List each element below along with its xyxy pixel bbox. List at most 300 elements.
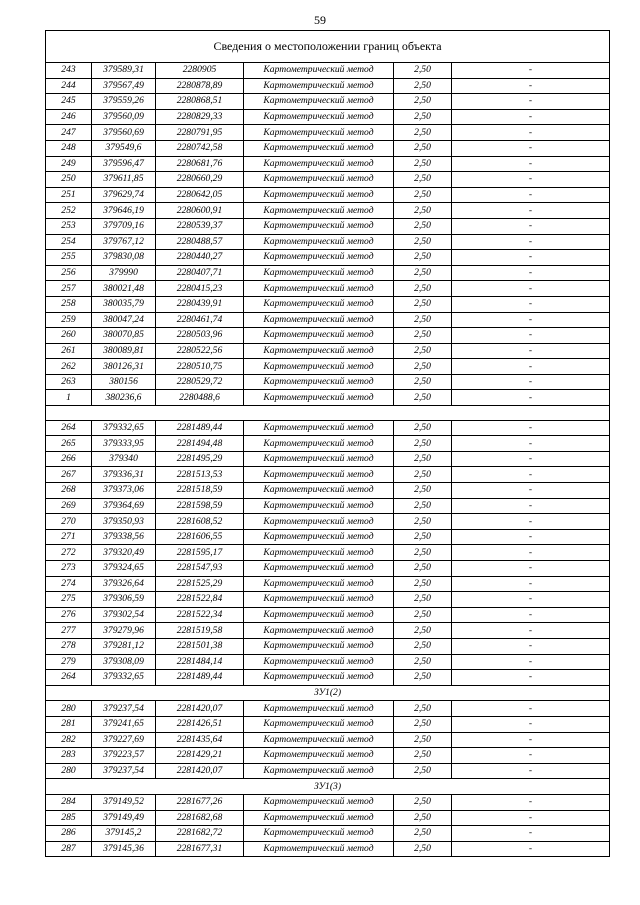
- table-row: [46, 328, 610, 344]
- table-row: [46, 156, 610, 172]
- x-coordinate-cell: 380089,81: [92, 343, 156, 359]
- method-cell: Картометрический метод: [244, 810, 394, 826]
- x-coordinate-cell: 379306,59: [92, 592, 156, 608]
- x-coordinate-cell: 379302,54: [92, 607, 156, 623]
- y-coordinate-cell: 2281525,29: [156, 576, 244, 592]
- point-number-cell: 246: [46, 109, 92, 125]
- x-coordinate-cell: 379241,65: [92, 716, 156, 732]
- point-number-cell: 264: [46, 670, 92, 686]
- method-cell: Картометрический метод: [244, 156, 394, 172]
- x-coordinate-cell: 379611,85: [92, 172, 156, 188]
- y-coordinate-cell: 2280742,58: [156, 140, 244, 156]
- table-row: [46, 140, 610, 156]
- method-cell: Картометрический метод: [244, 63, 394, 79]
- x-coordinate-cell: 379326,64: [92, 576, 156, 592]
- description-cell: -: [452, 250, 610, 266]
- description-cell: -: [452, 218, 610, 234]
- method-cell: Картометрический метод: [244, 529, 394, 545]
- y-coordinate-cell: 2280791,95: [156, 125, 244, 141]
- accuracy-cell: 2,50: [394, 390, 452, 406]
- point-number-cell: 280: [46, 701, 92, 717]
- point-number-cell: 252: [46, 203, 92, 219]
- section-header-row: [46, 779, 610, 795]
- method-cell: Картометрический метод: [244, 561, 394, 577]
- x-coordinate-cell: 379149,52: [92, 794, 156, 810]
- description-cell: -: [452, 576, 610, 592]
- table-row: [46, 529, 610, 545]
- point-number-cell: 268: [46, 483, 92, 499]
- accuracy-cell: 2,50: [394, 343, 452, 359]
- description-cell: -: [452, 265, 610, 281]
- y-coordinate-cell: 2281595,17: [156, 545, 244, 561]
- description-cell: -: [452, 140, 610, 156]
- accuracy-cell: 2,50: [394, 483, 452, 499]
- accuracy-cell: 2,50: [394, 328, 452, 344]
- x-coordinate-cell: 380236,6: [92, 390, 156, 406]
- method-cell: Картометрический метод: [244, 265, 394, 281]
- y-coordinate-cell: 2280522,56: [156, 343, 244, 359]
- accuracy-cell: 2,50: [394, 607, 452, 623]
- y-coordinate-cell: 2281484,14: [156, 654, 244, 670]
- y-coordinate-cell: 2281677,31: [156, 841, 244, 857]
- point-number-cell: 267: [46, 467, 92, 483]
- x-coordinate-cell: 380021,48: [92, 281, 156, 297]
- y-coordinate-cell: 2281606,55: [156, 529, 244, 545]
- method-cell: Картометрический метод: [244, 638, 394, 654]
- x-coordinate-cell: 379589,31: [92, 63, 156, 79]
- method-cell: Картометрический метод: [244, 281, 394, 297]
- description-cell: -: [452, 561, 610, 577]
- method-cell: Картометрический метод: [244, 390, 394, 406]
- x-coordinate-cell: 379332,65: [92, 670, 156, 686]
- accuracy-cell: 2,50: [394, 436, 452, 452]
- point-number-cell: 1: [46, 390, 92, 406]
- method-cell: Картометрический метод: [244, 218, 394, 234]
- table-row: [46, 716, 610, 732]
- description-cell: -: [452, 125, 610, 141]
- accuracy-cell: 2,50: [394, 638, 452, 654]
- method-cell: Картометрический метод: [244, 436, 394, 452]
- accuracy-cell: 2,50: [394, 794, 452, 810]
- point-number-cell: 264: [46, 420, 92, 436]
- y-coordinate-cell: 2281682,68: [156, 810, 244, 826]
- table-row: [46, 654, 610, 670]
- y-coordinate-cell: 2281522,34: [156, 607, 244, 623]
- y-coordinate-cell: 2280439,91: [156, 296, 244, 312]
- description-cell: -: [452, 716, 610, 732]
- description-cell: -: [452, 312, 610, 328]
- y-coordinate-cell: 2280461,74: [156, 312, 244, 328]
- accuracy-cell: 2,50: [394, 156, 452, 172]
- point-number-cell: 274: [46, 576, 92, 592]
- x-coordinate-cell: 379227,69: [92, 732, 156, 748]
- accuracy-cell: 2,50: [394, 203, 452, 219]
- method-cell: Картометрический метод: [244, 654, 394, 670]
- accuracy-cell: 2,50: [394, 109, 452, 125]
- y-coordinate-cell: 2280488,6: [156, 390, 244, 406]
- point-number-cell: 256: [46, 265, 92, 281]
- y-coordinate-cell: 2280539,37: [156, 218, 244, 234]
- accuracy-cell: 2,50: [394, 763, 452, 779]
- table-row: [46, 623, 610, 639]
- point-number-cell: 278: [46, 638, 92, 654]
- table-row: [46, 436, 610, 452]
- accuracy-cell: 2,50: [394, 78, 452, 94]
- table-row: [46, 545, 610, 561]
- x-coordinate-cell: 379560,09: [92, 109, 156, 125]
- point-number-cell: 255: [46, 250, 92, 266]
- y-coordinate-cell: 2280600,91: [156, 203, 244, 219]
- y-coordinate-cell: 2281547,93: [156, 561, 244, 577]
- method-cell: Картометрический метод: [244, 187, 394, 203]
- table-row: [46, 63, 610, 79]
- method-cell: Картометрический метод: [244, 576, 394, 592]
- description-cell: -: [452, 670, 610, 686]
- method-cell: Картометрический метод: [244, 296, 394, 312]
- y-coordinate-cell: 2281608,52: [156, 514, 244, 530]
- table-row: [46, 218, 610, 234]
- method-cell: Картометрический метод: [244, 234, 394, 250]
- separator-row: [46, 406, 610, 421]
- description-cell: -: [452, 281, 610, 297]
- method-cell: Картометрический метод: [244, 467, 394, 483]
- description-cell: -: [452, 529, 610, 545]
- description-cell: -: [452, 748, 610, 764]
- method-cell: Картометрический метод: [244, 514, 394, 530]
- x-coordinate-cell: 379145,36: [92, 841, 156, 857]
- accuracy-cell: 2,50: [394, 187, 452, 203]
- accuracy-cell: 2,50: [394, 250, 452, 266]
- method-cell: Картометрический метод: [244, 592, 394, 608]
- table-row: [46, 420, 610, 436]
- point-number-cell: 249: [46, 156, 92, 172]
- x-coordinate-cell: 379237,54: [92, 701, 156, 717]
- x-coordinate-cell: 380047,24: [92, 312, 156, 328]
- y-coordinate-cell: 2281494,48: [156, 436, 244, 452]
- table-row: [46, 748, 610, 764]
- method-cell: Картометрический метод: [244, 701, 394, 717]
- y-coordinate-cell: 2280868,51: [156, 94, 244, 110]
- description-cell: -: [452, 638, 610, 654]
- point-number-cell: 269: [46, 498, 92, 514]
- y-coordinate-cell: 2280510,75: [156, 359, 244, 375]
- table-row: [46, 281, 610, 297]
- point-number-cell: 285: [46, 810, 92, 826]
- method-cell: Картометрический метод: [244, 203, 394, 219]
- description-cell: -: [452, 234, 610, 250]
- y-coordinate-cell: 2281420,07: [156, 763, 244, 779]
- method-cell: Картометрический метод: [244, 109, 394, 125]
- point-number-cell: 244: [46, 78, 92, 94]
- description-cell: -: [452, 498, 610, 514]
- point-number-cell: 271: [46, 529, 92, 545]
- point-number-cell: 248: [46, 140, 92, 156]
- point-number-cell: 286: [46, 826, 92, 842]
- accuracy-cell: 2,50: [394, 529, 452, 545]
- section-label: ЗУ1(3): [46, 779, 610, 795]
- method-cell: Картометрический метод: [244, 312, 394, 328]
- x-coordinate-cell: 379990: [92, 265, 156, 281]
- x-coordinate-cell: 379364,69: [92, 498, 156, 514]
- y-coordinate-cell: 2281501,38: [156, 638, 244, 654]
- method-cell: Картометрический метод: [244, 374, 394, 390]
- y-coordinate-cell: 2281435,64: [156, 732, 244, 748]
- description-cell: -: [452, 63, 610, 79]
- x-coordinate-cell: 379350,93: [92, 514, 156, 530]
- description-cell: -: [452, 390, 610, 406]
- table-row: [46, 250, 610, 266]
- boundary-coordinates-table: [45, 30, 610, 857]
- description-cell: -: [452, 420, 610, 436]
- accuracy-cell: 2,50: [394, 670, 452, 686]
- separator-cell: [46, 406, 610, 421]
- method-cell: Картометрический метод: [244, 841, 394, 857]
- table-row: [46, 638, 610, 654]
- x-coordinate-cell: 380126,31: [92, 359, 156, 375]
- description-cell: -: [452, 436, 610, 452]
- x-coordinate-cell: 379767,12: [92, 234, 156, 250]
- point-number-cell: 273: [46, 561, 92, 577]
- point-number-cell: 272: [46, 545, 92, 561]
- y-coordinate-cell: 2281489,44: [156, 670, 244, 686]
- accuracy-cell: 2,50: [394, 545, 452, 561]
- x-coordinate-cell: 379646,19: [92, 203, 156, 219]
- accuracy-cell: 2,50: [394, 810, 452, 826]
- method-cell: Картометрический метод: [244, 763, 394, 779]
- y-coordinate-cell: 2280488,57: [156, 234, 244, 250]
- method-cell: Картометрический метод: [244, 748, 394, 764]
- table-row: [46, 109, 610, 125]
- x-coordinate-cell: 379560,69: [92, 125, 156, 141]
- x-coordinate-cell: 379336,31: [92, 467, 156, 483]
- description-cell: -: [452, 826, 610, 842]
- point-number-cell: 263: [46, 374, 92, 390]
- point-number-cell: 275: [46, 592, 92, 608]
- description-cell: -: [452, 654, 610, 670]
- method-cell: Картометрический метод: [244, 483, 394, 499]
- y-coordinate-cell: 2280503,96: [156, 328, 244, 344]
- point-number-cell: 287: [46, 841, 92, 857]
- point-number-cell: 260: [46, 328, 92, 344]
- accuracy-cell: 2,50: [394, 140, 452, 156]
- table-row: [46, 203, 610, 219]
- method-cell: Картометрический метод: [244, 623, 394, 639]
- y-coordinate-cell: 2281519,58: [156, 623, 244, 639]
- y-coordinate-cell: 2281495,29: [156, 451, 244, 467]
- method-cell: Картометрический метод: [244, 343, 394, 359]
- table-title-row: [46, 31, 610, 63]
- method-cell: Картометрический метод: [244, 172, 394, 188]
- method-cell: Картометрический метод: [244, 78, 394, 94]
- x-coordinate-cell: 379308,09: [92, 654, 156, 670]
- x-coordinate-cell: 379373,06: [92, 483, 156, 499]
- point-number-cell: 276: [46, 607, 92, 623]
- description-cell: -: [452, 203, 610, 219]
- description-cell: -: [452, 451, 610, 467]
- point-number-cell: 266: [46, 451, 92, 467]
- table-row: [46, 810, 610, 826]
- x-coordinate-cell: 379709,16: [92, 218, 156, 234]
- table-row: [46, 794, 610, 810]
- method-cell: Картометрический метод: [244, 125, 394, 141]
- description-cell: -: [452, 607, 610, 623]
- description-cell: -: [452, 343, 610, 359]
- point-number-cell: 258: [46, 296, 92, 312]
- description-cell: -: [452, 467, 610, 483]
- accuracy-cell: 2,50: [394, 172, 452, 188]
- x-coordinate-cell: 379149,49: [92, 810, 156, 826]
- y-coordinate-cell: 2281522,84: [156, 592, 244, 608]
- table-row: [46, 234, 610, 250]
- x-coordinate-cell: 379567,49: [92, 78, 156, 94]
- y-coordinate-cell: 2281513,53: [156, 467, 244, 483]
- table-body: [46, 31, 610, 857]
- accuracy-cell: 2,50: [394, 826, 452, 842]
- table-row: [46, 359, 610, 375]
- accuracy-cell: 2,50: [394, 374, 452, 390]
- table-row: [46, 374, 610, 390]
- description-cell: -: [452, 623, 610, 639]
- x-coordinate-cell: 379332,65: [92, 420, 156, 436]
- accuracy-cell: 2,50: [394, 701, 452, 717]
- accuracy-cell: 2,50: [394, 576, 452, 592]
- x-coordinate-cell: 379629,74: [92, 187, 156, 203]
- method-cell: Картометрический метод: [244, 607, 394, 623]
- y-coordinate-cell: 2280878,89: [156, 78, 244, 94]
- accuracy-cell: 2,50: [394, 623, 452, 639]
- y-coordinate-cell: 2281677,26: [156, 794, 244, 810]
- point-number-cell: 257: [46, 281, 92, 297]
- table-row: [46, 826, 610, 842]
- method-cell: Картометрический метод: [244, 420, 394, 436]
- table-row: [46, 78, 610, 94]
- section-label: ЗУ1(2): [46, 685, 610, 701]
- y-coordinate-cell: 2280660,29: [156, 172, 244, 188]
- y-coordinate-cell: 2280642,05: [156, 187, 244, 203]
- accuracy-cell: 2,50: [394, 514, 452, 530]
- accuracy-cell: 2,50: [394, 296, 452, 312]
- x-coordinate-cell: 379338,56: [92, 529, 156, 545]
- x-coordinate-cell: 380035,79: [92, 296, 156, 312]
- description-cell: -: [452, 483, 610, 499]
- accuracy-cell: 2,50: [394, 94, 452, 110]
- accuracy-cell: 2,50: [394, 125, 452, 141]
- point-number-cell: 284: [46, 794, 92, 810]
- accuracy-cell: 2,50: [394, 359, 452, 375]
- accuracy-cell: 2,50: [394, 467, 452, 483]
- point-number-cell: 282: [46, 732, 92, 748]
- method-cell: Картометрический метод: [244, 826, 394, 842]
- method-cell: Картометрический метод: [244, 328, 394, 344]
- table-row: [46, 763, 610, 779]
- point-number-cell: 251: [46, 187, 92, 203]
- y-coordinate-cell: 2280407,71: [156, 265, 244, 281]
- x-coordinate-cell: 379830,08: [92, 250, 156, 266]
- y-coordinate-cell: 2281426,51: [156, 716, 244, 732]
- table-row: [46, 732, 610, 748]
- table-row: [46, 483, 610, 499]
- x-coordinate-cell: 380070,85: [92, 328, 156, 344]
- description-cell: -: [452, 328, 610, 344]
- x-coordinate-cell: 379145,2: [92, 826, 156, 842]
- table-row: [46, 94, 610, 110]
- point-number-cell: 270: [46, 514, 92, 530]
- table-row: [46, 187, 610, 203]
- x-coordinate-cell: 379279,96: [92, 623, 156, 639]
- description-cell: -: [452, 156, 610, 172]
- accuracy-cell: 2,50: [394, 63, 452, 79]
- point-number-cell: 283: [46, 748, 92, 764]
- table-row: [46, 592, 610, 608]
- table-row: [46, 312, 610, 328]
- y-coordinate-cell: 2280681,76: [156, 156, 244, 172]
- description-cell: -: [452, 374, 610, 390]
- table-row: [46, 390, 610, 406]
- table-row: [46, 451, 610, 467]
- section-header-row: [46, 685, 610, 701]
- description-cell: -: [452, 109, 610, 125]
- method-cell: Картометрический метод: [244, 94, 394, 110]
- point-number-cell: 277: [46, 623, 92, 639]
- x-coordinate-cell: 379333,95: [92, 436, 156, 452]
- table-title: Сведения о местоположении границ объекта: [46, 31, 610, 63]
- table-row: [46, 607, 610, 623]
- accuracy-cell: 2,50: [394, 312, 452, 328]
- description-cell: -: [452, 841, 610, 857]
- accuracy-cell: 2,50: [394, 716, 452, 732]
- point-number-cell: 250: [46, 172, 92, 188]
- description-cell: -: [452, 94, 610, 110]
- method-cell: Картометрический метод: [244, 451, 394, 467]
- y-coordinate-cell: 2280415,23: [156, 281, 244, 297]
- accuracy-cell: 2,50: [394, 451, 452, 467]
- accuracy-cell: 2,50: [394, 218, 452, 234]
- table-row: [46, 467, 610, 483]
- description-cell: -: [452, 701, 610, 717]
- accuracy-cell: 2,50: [394, 498, 452, 514]
- description-cell: -: [452, 296, 610, 312]
- y-coordinate-cell: 2281429,21: [156, 748, 244, 764]
- accuracy-cell: 2,50: [394, 420, 452, 436]
- description-cell: -: [452, 794, 610, 810]
- table-row: [46, 498, 610, 514]
- point-number-cell: 262: [46, 359, 92, 375]
- method-cell: Картометрический метод: [244, 250, 394, 266]
- point-number-cell: 265: [46, 436, 92, 452]
- table-row: [46, 125, 610, 141]
- table-row: [46, 701, 610, 717]
- point-number-cell: 259: [46, 312, 92, 328]
- x-coordinate-cell: 380156: [92, 374, 156, 390]
- point-number-cell: 253: [46, 218, 92, 234]
- accuracy-cell: 2,50: [394, 592, 452, 608]
- y-coordinate-cell: 2281598,59: [156, 498, 244, 514]
- x-coordinate-cell: 379559,26: [92, 94, 156, 110]
- description-cell: -: [452, 810, 610, 826]
- description-cell: -: [452, 187, 610, 203]
- description-cell: -: [452, 359, 610, 375]
- point-number-cell: 281: [46, 716, 92, 732]
- description-cell: -: [452, 732, 610, 748]
- table-row: [46, 265, 610, 281]
- x-coordinate-cell: 379549,6: [92, 140, 156, 156]
- x-coordinate-cell: 379340: [92, 451, 156, 467]
- x-coordinate-cell: 379324,65: [92, 561, 156, 577]
- table-row: [46, 561, 610, 577]
- method-cell: Картометрический метод: [244, 545, 394, 561]
- accuracy-cell: 2,50: [394, 732, 452, 748]
- table-row: [46, 343, 610, 359]
